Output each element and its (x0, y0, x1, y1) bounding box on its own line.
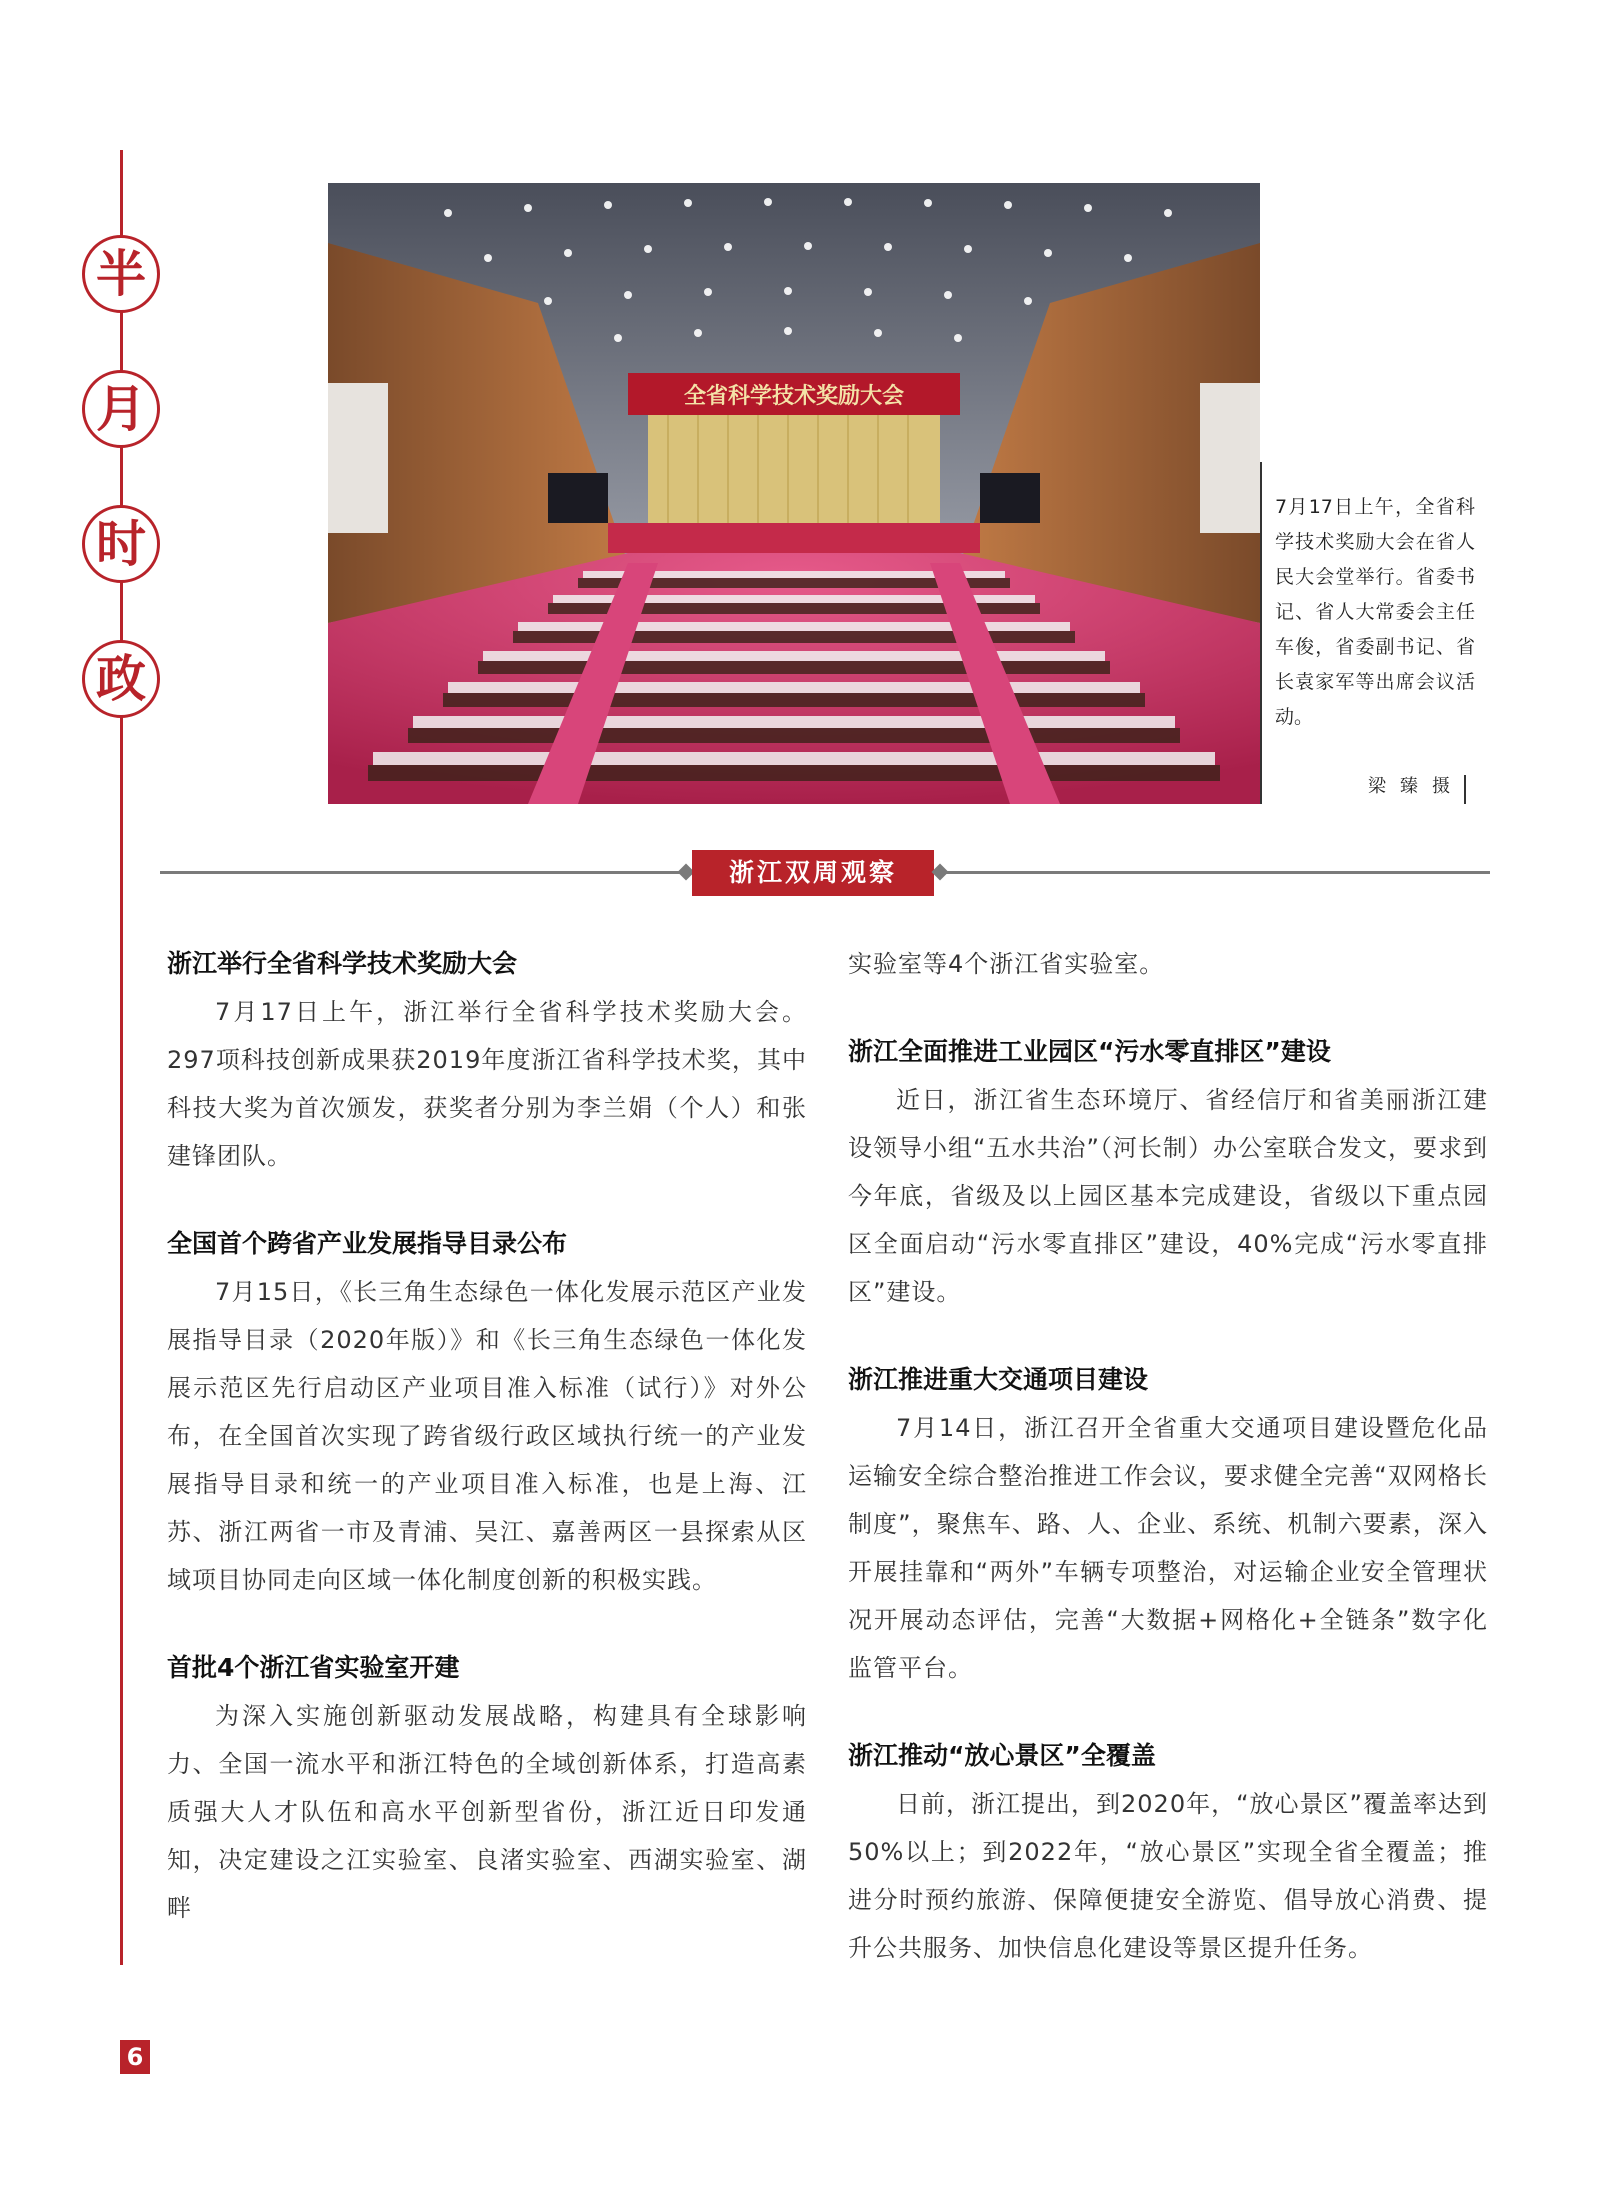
section-title: 浙江双周观察 (692, 850, 934, 896)
page-number: 6 (120, 2040, 150, 2074)
left-column (167, 940, 807, 1972)
photo-caption: 7月17日上午，全省科学技术奖励大会在省人民大会堂举行。省委书记、省人大常委会主任车俊，省委副书记、省长袁家军等出席会议活动。 (1275, 496, 1475, 728)
article-body: 为深入实施创新驱动发展战略，构建具有全球影响力、全国一流水平和浙江特色的全域创新体系，打造高素质强大人才队伍和高水平创新型省份，浙江近日印发通知，决定建设之江实验室、良渚实验室、西湖实验室、湖畔 (167, 1702, 807, 1922)
right-column (848, 940, 1488, 2012)
article-title: 首批4个浙江省实验室开建 (167, 1653, 460, 1682)
article-title: 浙江举行全省科学技术奖励大会 (167, 949, 518, 978)
article-body: 7月14日，浙江召开全省重大交通项目建设暨危化品运输安全综合整治推进工作会议，要求健全完善“双网格长制度”，聚焦车、路、人、企业、系统、机制六要素，深入开展挂靠和“两外”车辆专项整治，对运输企业安全管理状况开展动态评估，完善“大数据+网格化+全链条”数字化监管平台。 (848, 1414, 1488, 1682)
photo-banner-text: 全省科学技术奖励大会 (683, 383, 905, 409)
sidebar-char-1: 半 (82, 235, 160, 313)
article-6 (848, 1732, 1488, 1972)
article-3-continued: 实验室等4个浙江省实验室。 (848, 950, 1165, 978)
photo-credit: 梁臻摄 (1368, 776, 1464, 797)
article-body: 7月15日，《长三角生态绿色一体化发展示范区产业发展指导目录（2020年版）》和《长三角生态绿色一体化发展示范区先行启动区产业项目准入标准（试行）》对外公布，在全国首次实现了跨省级行政区域执行统一的产业发展指导目录和统一的产业项目准入标准，也是上海、江苏、浙江两省一市及青浦、吴江、嘉善两区一县探索从区域项目协同走向区域一体化制度创新的积极实践。 (167, 1278, 807, 1594)
article-2 (167, 1220, 807, 1604)
article-title: 浙江推进重大交通项目建设 (848, 1365, 1149, 1394)
article-body: 近日，浙江省生态环境厅、省经信厅和省美丽浙江建设领导小组“五水共治”（河长制）办公室联合发文，要求到今年底，省级及以上园区基本完成建设，省级以下重点园区全面启动“污水零直排区”建设，40%完成“污水零直排区”建设。 (848, 1086, 1488, 1306)
caption-rule-short (1464, 775, 1466, 804)
sidebar-char-3: 时 (82, 505, 160, 583)
section-rule-right (946, 871, 1490, 874)
article-1 (167, 940, 807, 1180)
sidebar-char-4: 政 (82, 640, 160, 718)
conference-photo (328, 183, 1260, 804)
article-body: 日前，浙江提出，到2020年，“放心景区”覆盖率达到50%以上；到2022年，“放心景区”实现全省全覆盖；推进分时预约旅游、保障便捷安全游览、倡导放心消费、提升公共服务、加快信息化建设等景区提升任务。 (848, 1790, 1488, 1962)
article-3 (167, 1644, 807, 1932)
article-title: 全国首个跨省产业发展指导目录公布 (167, 1229, 568, 1258)
sidebar-char-2: 月 (82, 370, 160, 448)
article-title: 浙江推动“放心景区”全覆盖 (848, 1741, 1156, 1770)
section-rule-left (160, 871, 680, 874)
article-4 (848, 1028, 1488, 1316)
article-title: 浙江全面推进工业园区“污水零直排区”建设 (848, 1037, 1331, 1066)
article-5 (848, 1356, 1488, 1692)
caption-rule (1260, 462, 1262, 804)
article-body: 7月17日上午，浙江举行全省科学技术奖励大会。297项科技创新成果获2019年度浙江省科学技术奖，其中科技大奖为首次颁发，获奖者分别为李兰娟（个人）和张建锋团队。 (167, 998, 807, 1170)
